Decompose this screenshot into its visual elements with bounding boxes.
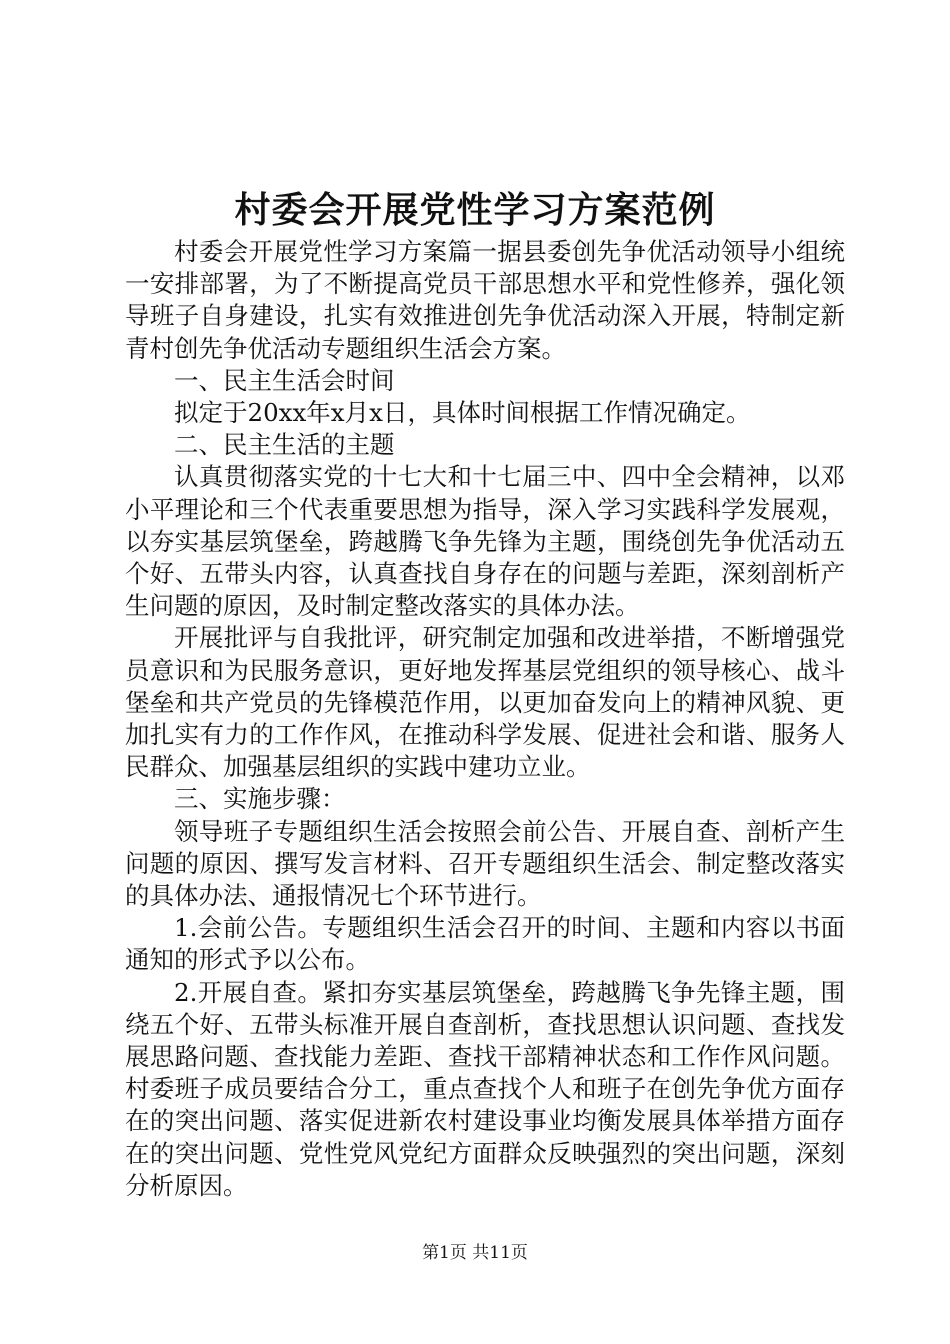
paragraph-theme: 认真贯彻落实党的十七大和十七届三中、四中全会精神，以邓小平理论和三个代表重要思想为指导，深入学习实践科学发展观，以夯实基层筑堡垒，跨越腾飞争先锋为主题，围绕创先争优活动五个好、五带头内容，认真查找自身存在的问题与差距，深刻剖析产生问题的原因，及时制定整改落实的具体办法。 bbox=[125, 462, 845, 621]
page-title: 村委会开展党性学习方案范例 bbox=[234, 189, 716, 231]
paragraph-step-1: 1.会前公告。专题组织生活会召开的时间、主题和内容以书面通知的形式予以公布。 bbox=[125, 913, 845, 975]
document-body bbox=[125, 236, 845, 1202]
page-footer: 第1页 共11页 bbox=[422, 1243, 528, 1263]
section-heading-steps: 三、实施步骤： bbox=[174, 784, 346, 814]
paragraph-steps: 领导班子专题组织生活会按照会前公告、开展自查、剖析产生问题的原因、撰写发言材料、召开专题组织生活会、制定整改落实的具体办法、通报情况七个环节进行。 bbox=[125, 816, 845, 911]
paragraph-criticism: 开展批评与自我批评，研究制定加强和改进举措，不断增强党员意识和为民服务意识，更好地发挥基层党组织的领导核心、战斗堡垒和共产党员的先锋模范作用，以更加奋发向上的精神风貌、更加扎实有力的工作作风，在推动科学发展、促进社会和谐、服务人民群众、加强基层组织的实践中建功立业。 bbox=[125, 623, 845, 782]
section-heading-theme: 二、民主生活的主题 bbox=[174, 430, 395, 460]
paragraph-step-2: 2.开展自查。紧扣夯实基层筑堡垒，跨越腾飞争先锋主题，围绕五个好、五带头标准开展自查剖析，查找思想认识问题、查找发展思路问题、查找能力差距、查找干部精神状态和工作作风问题。村委班子成员要结合分工，重点查找个人和班子在创先争优方面存在的突出问题、落实促进新农村建设事业均衡发展具体举措方面存在的突出问题、党性党风党纪方面群众反映强烈的突出问题，深刻分析原因。 bbox=[125, 977, 845, 1200]
paragraph-intro: 村委会开展党性学习方案篇一据县委创先争优活动领导小组统一安排部署，为了不断提高党员干部思想水平和党性修养，强化领导班子自身建设，扎实有效推进创先争优活动深入开展，特制定新青村创先争优活动专题组织生活会方案。 bbox=[125, 237, 845, 363]
section-heading-time: 一、民主生活会时间 bbox=[174, 365, 395, 395]
paragraph-date: 拟定于20xx年x月x日，具体时间根据工作情况确定。 bbox=[174, 398, 751, 428]
